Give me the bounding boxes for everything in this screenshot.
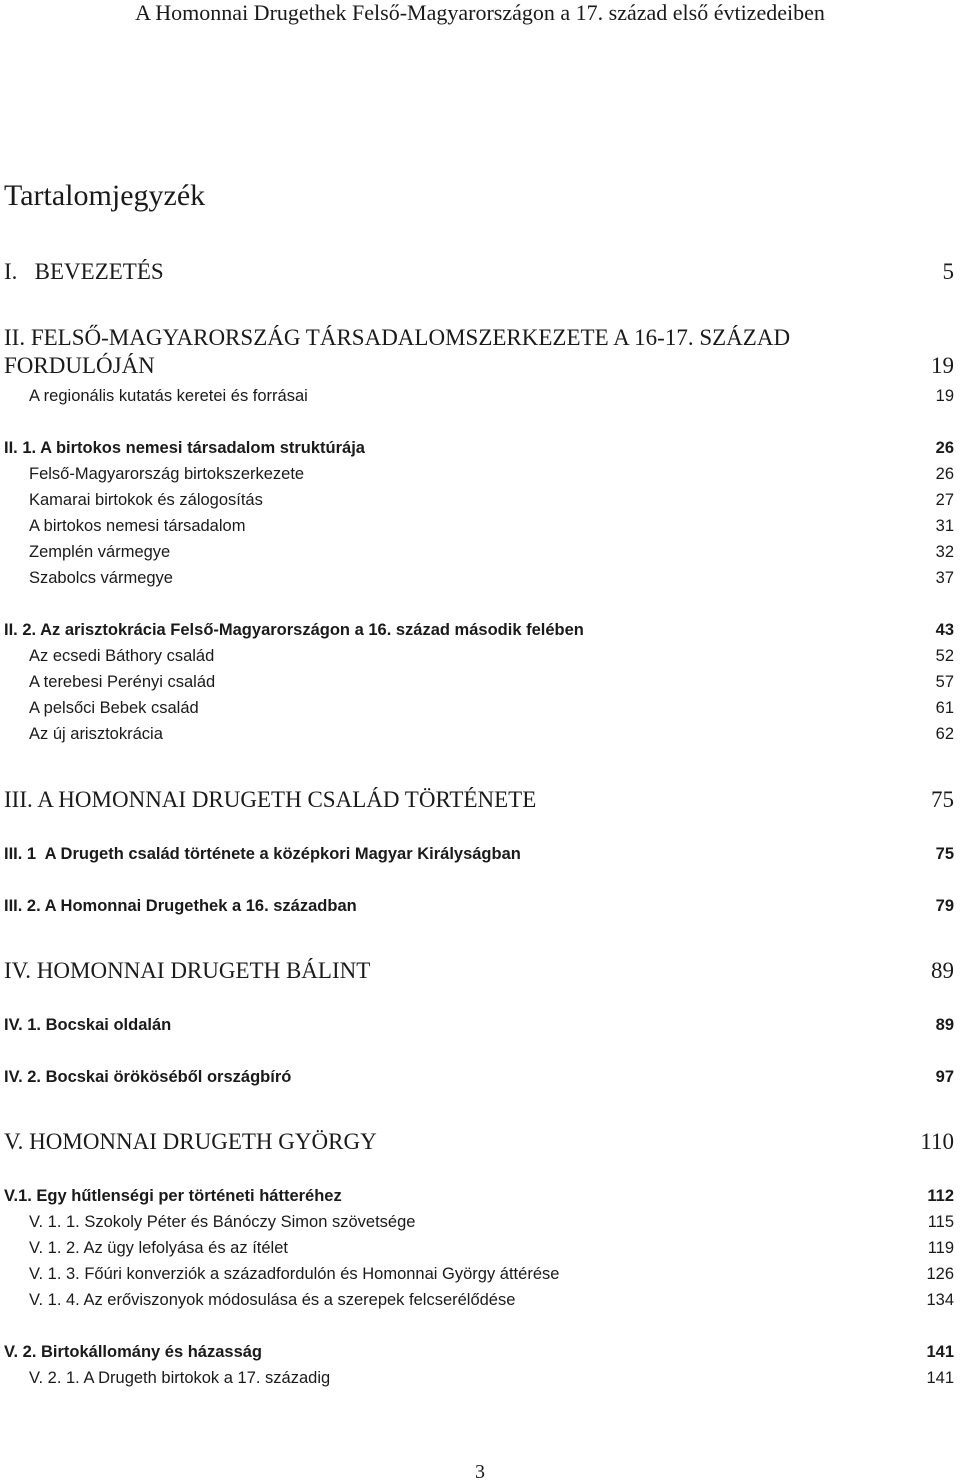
toc-entry-page: 26: [935, 465, 954, 483]
page-number: 3: [475, 1461, 485, 1483]
toc-entry-page: 134: [926, 1291, 954, 1309]
toc-entry-text: V. 1. 1. Szokoly Péter és Bánóczy Simon szövetsége: [29, 1213, 416, 1231]
toc-entry-text: IV. 1. Bocskai oldalán: [4, 1016, 172, 1034]
toc-entry-text: II. 1. A birtokos nemesi társadalom struktúrája: [4, 439, 365, 457]
toc-entry-text: IV. 2. Bocskai örököséből országbíró: [4, 1068, 292, 1086]
toc-entry-text: Az ecsedi Báthory család: [29, 647, 215, 665]
toc-entry-page: 119: [927, 1239, 954, 1257]
toc-entry-page: 97: [935, 1068, 954, 1086]
toc-entry[interactable]: [29, 671, 954, 693]
toc-entry-section[interactable]: [4, 619, 954, 641]
toc-entry-page: 19: [935, 387, 954, 405]
toc-entry[interactable]: [29, 1263, 954, 1285]
toc-entry-page: 126: [926, 1265, 954, 1283]
toc-entry-text: III. 2. A Homonnai Drugethek a 16. században: [4, 897, 357, 915]
toc-entry-text: Felső-Magyarország birtokszerkezete: [29, 465, 305, 483]
toc-entry-page: 115: [927, 1213, 954, 1231]
toc-entry-page: 89: [935, 1016, 954, 1034]
toc-entry-page: 141: [926, 1343, 954, 1361]
toc-entry-text: Zemplén vármegye: [29, 543, 171, 561]
toc-entry-page: 31: [935, 517, 954, 535]
toc-entry-chapter-3[interactable]: [4, 786, 954, 814]
toc-entry[interactable]: [29, 1289, 954, 1311]
toc-entry-text: A terebesi Perényi család: [29, 673, 216, 691]
toc-entry[interactable]: [29, 463, 954, 485]
toc-entry-text: A pelsőci Bebek család: [29, 699, 199, 717]
toc-entry-page: 5: [942, 259, 954, 284]
toc-entry[interactable]: [29, 697, 954, 719]
toc-entry-text: II. FELSŐ-MAGYARORSZÁG TÁRSADALOMSZERKEZETE A 16-17. SZÁZAD: [4, 325, 791, 350]
toc-entry-page: 61: [935, 699, 954, 717]
toc-entry-page: 79: [935, 897, 954, 915]
toc-entry-text: Az új arisztokrácia: [29, 725, 163, 743]
toc-entry[interactable]: [29, 541, 954, 563]
toc-entry[interactable]: [29, 489, 954, 511]
toc-entry-section[interactable]: [4, 895, 954, 917]
toc-entry-section[interactable]: [4, 1341, 954, 1363]
toc-entry-page: 37: [935, 569, 954, 587]
toc-entry-text-continuation: FORDULÓJÁN: [4, 353, 155, 378]
toc-entry-page: 43: [935, 621, 954, 639]
toc-entry-text: III. 1 A Drugeth család története a középkori Magyar Királyságban: [4, 845, 521, 863]
toc-entry-text: V. HOMONNAI DRUGETH GYÖRGY: [4, 1129, 377, 1154]
toc-entry-page: 75: [935, 845, 954, 863]
toc-entry-text: A birtokos nemesi társadalom: [29, 517, 246, 535]
toc-entry-page: 52: [935, 647, 954, 665]
toc-entry-section[interactable]: [4, 437, 954, 459]
toc-entry-text: V. 2. Birtokállomány és házasság: [4, 1343, 263, 1361]
toc-entry-text: Kamarai birtokok és zálogosítás: [29, 491, 263, 509]
toc-entry-page: 32: [935, 543, 954, 561]
toc-entry[interactable]: [29, 645, 954, 667]
toc-entry-text: A regionális kutatás keretei és forrásai: [29, 387, 308, 405]
toc-entry-text: III. A HOMONNAI DRUGETH CSALÁD TÖRTÉNETE: [4, 787, 537, 812]
toc-entry-chapter-5[interactable]: [4, 1128, 954, 1156]
toc-entry-chapter-1[interactable]: [4, 258, 954, 286]
toc-entry-page: 75: [931, 787, 954, 812]
toc-entry-text: IV. HOMONNAI DRUGETH BÁLINT: [4, 958, 371, 983]
toc-entry-page: 26: [935, 439, 954, 457]
toc-entry-section[interactable]: [4, 1014, 954, 1036]
running-header: A Homonnai Drugethek Felső-Magyarországon a 17. század első évtizedeiben: [135, 0, 825, 25]
toc-entry[interactable]: [29, 1367, 954, 1389]
toc-entry-text: V.1. Egy hűtlenségi per történeti hátteréhez: [4, 1187, 342, 1205]
toc-entry-page: 141: [926, 1369, 954, 1387]
toc-entry-text: V. 1. 3. Főúri konverziók a századfordulón és Homonnai György áttérése: [29, 1265, 560, 1283]
toc-heading: Tartalomjegyzék: [4, 179, 206, 212]
toc-entry[interactable]: [29, 723, 954, 745]
toc-entry[interactable]: [29, 1237, 954, 1259]
toc-entry-page: 27: [935, 491, 954, 509]
toc-entry-section[interactable]: [4, 1185, 954, 1207]
toc-entry[interactable]: [29, 1211, 954, 1233]
toc-entry-text: V. 1. 4. Az erőviszonyok módosulása és a szerepek felcserélődése: [29, 1291, 516, 1309]
toc-entry-page: 57: [935, 673, 954, 691]
toc-entry-page: 112: [927, 1187, 954, 1205]
toc-entry-section[interactable]: [4, 843, 954, 865]
toc-entry-text: I. BEVEZETÉS: [4, 259, 164, 284]
toc-entry[interactable]: [29, 385, 954, 407]
toc-entry-text: V. 2. 1. A Drugeth birtokok a 17. századig: [29, 1369, 331, 1387]
toc-entry-text: Szabolcs vármegye: [29, 569, 173, 587]
toc-entry-page: 19: [931, 353, 954, 378]
toc-entry-section[interactable]: [4, 1066, 954, 1088]
toc-entry-page: 89: [931, 958, 954, 983]
toc-entry-text: V. 1. 2. Az ügy lefolyása és az ítélet: [29, 1239, 288, 1257]
toc-entry-page: 62: [935, 725, 954, 743]
toc-entry-chapter-4[interactable]: [4, 957, 954, 985]
toc-entry[interactable]: [29, 567, 954, 589]
toc-entry-chapter-2[interactable]: [4, 324, 954, 380]
toc-entry-text: II. 2. Az arisztokrácia Felső-Magyarországon a 16. század második felében: [4, 621, 584, 639]
toc-entry[interactable]: [29, 515, 954, 537]
toc-entry-page: 110: [920, 1129, 954, 1154]
